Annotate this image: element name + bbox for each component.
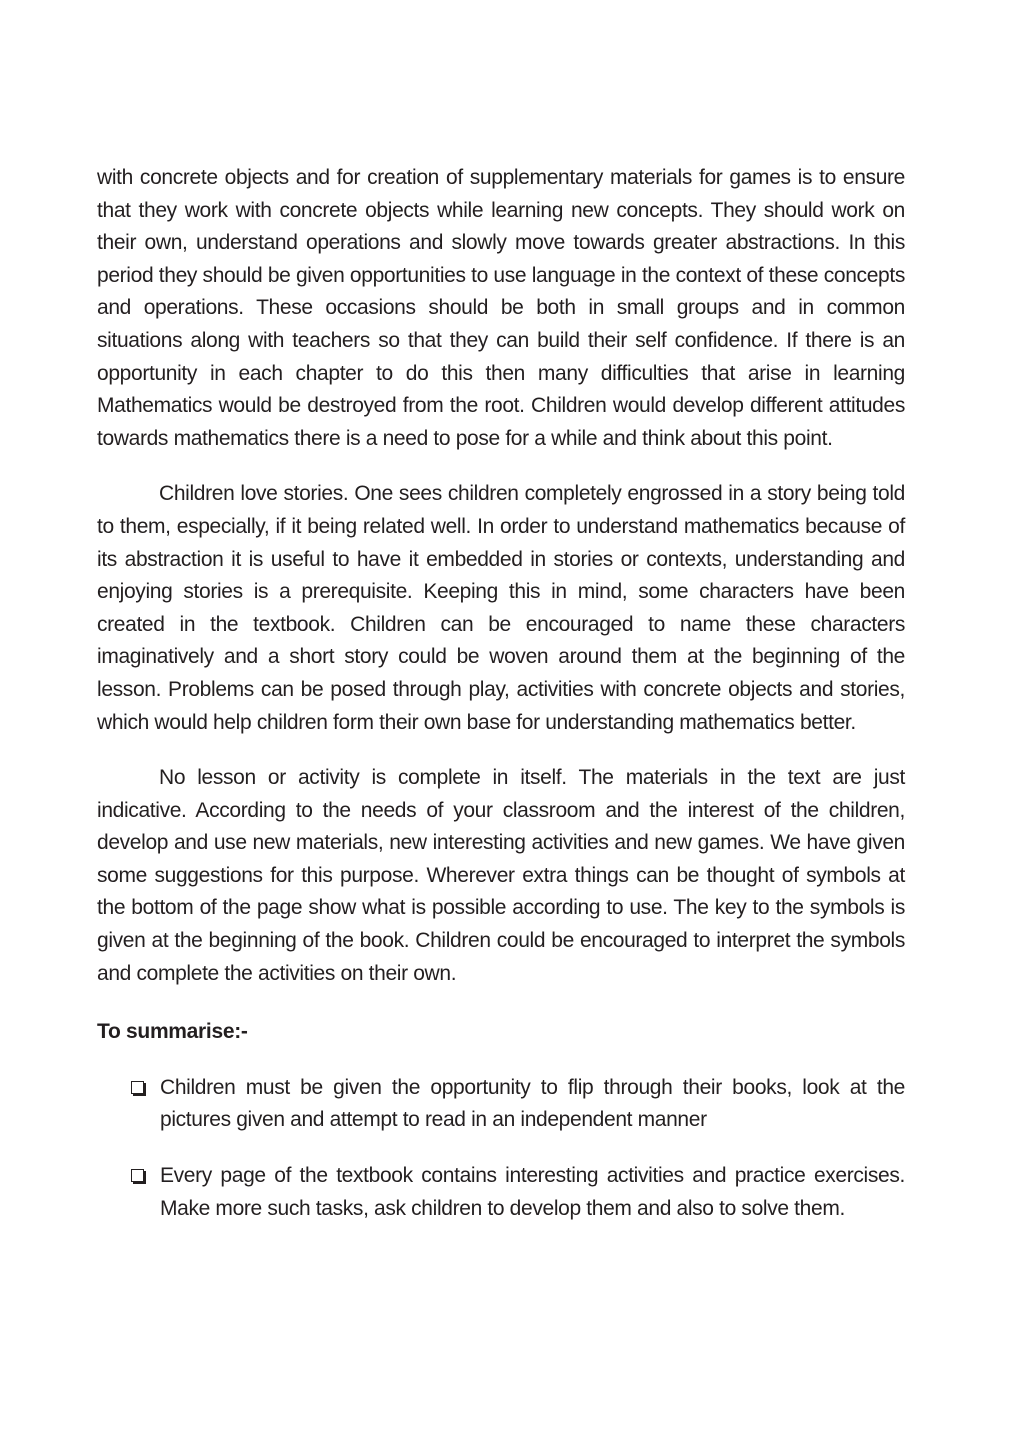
document-page [97,162,905,1248]
list-item-text: Every page of the textbook contains interesting activities and practice exercises. Make more such tasks, ask children to develop them and also to solve them. [160,1164,905,1220]
checkbox-square-icon [131,1169,144,1182]
list-item [97,1072,905,1137]
body-paragraph: with concrete objects and for creation of supplementary materials for games is to ensure that they work with concrete objects while learning new concepts. They should work on their own, understand operations and slowly move towards greater abstractions. In this period they should be given opportunities to use language in the context of these concepts and operations. These occasions should be both in small groups and in common situations along with teachers so that they can build their self confidence. If there is an opportunity in each chapter to do this then many difficulties that arise in learning Mathematics would be destroyed from the root. Children would develop different attitudes towards mathematics there is a need to pose for a while and think about this point. [97,166,905,450]
summary-list [97,1072,905,1225]
list-item-text: Children must be given the opportunity to flip through their books, look at the pictures given and attempt to read in an independent manner [160,1075,905,1132]
body-paragraph: Children love stories. One sees children completely engrossed in a story being told to them, especially, if it being related well. In order to understand mathematics because of its abstraction it is useful to have it embedded in stories or contexts, understanding and enjoying stories is a prerequisite. Keeping this in mind, some characters have been created in the textbook. Children can be encouraged to name these characters imaginatively and a short story could be woven around them at the beginning of the lesson. Problems can be posed through play, activities with concrete objects and stories, which would help children form their own base for understanding mathematics better. [97,482,905,734]
checkbox-square-icon [131,1081,144,1094]
list-item [97,1160,905,1225]
body-paragraph: No lesson or activity is complete in itself. The materials in the text are just indicative. According to the needs of your classroom and the interest of the children, develop and use new materials, new interesting activities and new games. We have given some suggestions for this purpose. Wherever extra things can be thought of symbols at the bottom of the page show what is possible according to use. The key to the symbols is given at the beginning of the book. Children could be encouraged to interpret the symbols and complete the activities on their own. [97,766,905,985]
summary-heading: To summarise:- [97,1020,248,1044]
